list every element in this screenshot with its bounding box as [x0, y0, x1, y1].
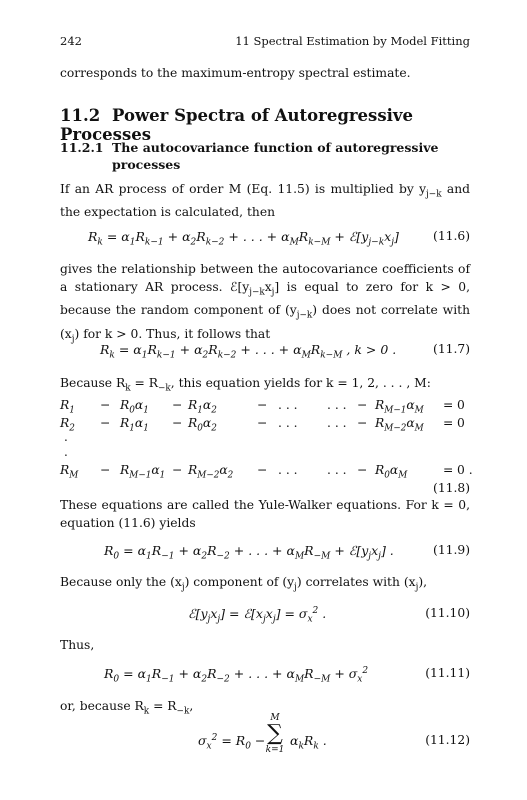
yule-walker-term: 0 — [457, 416, 465, 430]
yule-walker-term: $R_0\alpha_M$ — [375, 463, 408, 481]
paragraph-7: or, because $R_k = R_{-k}$, — [60, 699, 194, 717]
equation-11-11: $R_0 = \alpha_1R_{-1} + \alpha_2R_{-2}$ + . . . + $\alpha_MR_{-M} + \sigma_x^2$ — [104, 666, 369, 685]
yule-walker-term: . . . — [327, 463, 347, 477]
yule-walker-row — [60, 398, 470, 416]
summation-sign — [263, 713, 287, 755]
yule-walker-term: $R_{M-1}\alpha_1$ — [120, 463, 166, 481]
yule-walker-term: = — [443, 463, 454, 477]
yule-walker-term: − — [100, 398, 111, 412]
sigma-icon: ∑ — [267, 721, 283, 746]
equation-11-9: $R_0 = \alpha_1R_{-1} + \alpha_2R_{-2}$ + . . . + $\alpha_MR_{-M}$ + $ℰ[y_jx_j]$ . — [104, 543, 394, 562]
yule-walker-term: $R_0\alpha_1$ — [120, 398, 149, 416]
yule-walker-term: 0 — [457, 398, 465, 412]
equation-number-11-7: (11.7) — [433, 342, 470, 356]
yule-walker-term: − — [257, 398, 268, 412]
paragraph-2: gives the relationship between the autocovariance coefficients of a stationary AR process. $ℰ[y_{j-k}x_j]$ is equal to zero for k > 0, because the random component of $(y_{j-k})$ does not correlate with $(x_j)$ for k > 0. Thus, it follows that — [60, 262, 471, 345]
yule-walker-term: − — [172, 416, 183, 430]
yule-walker-term: − — [257, 463, 268, 477]
yule-walker-term: − — [172, 398, 183, 412]
yule-walker-term: $R_2$ — [60, 416, 75, 434]
yule-walker-term: 0 . — [457, 463, 473, 477]
section-title: Power Spectra of Autoregressive Processes — [60, 106, 413, 144]
equation-number-11-11: (11.11) — [425, 666, 470, 680]
yule-walker-term: − — [257, 416, 268, 430]
yule-walker-row — [60, 463, 473, 481]
yule-walker-term: . . . — [278, 416, 298, 430]
subsection-number: 11.2.1 — [60, 140, 104, 155]
equation-number-11-10: (11.10) — [425, 606, 470, 620]
equation-11-6: $R_k = \alpha_1R_{k-1} + \alpha_2R_{k-2}$ + . . . + $\alpha_MR_{k-M}$ + $ℰ[y_{j-k}x_j]$ — [88, 229, 399, 248]
subsection-title: The autocovariance function of autoregressive processes — [112, 140, 439, 172]
yule-walker-term: − — [100, 416, 111, 430]
vertical-ellipsis-dot: . — [64, 430, 68, 444]
yule-walker-term: . . . — [327, 416, 347, 430]
paragraph-5: Because only the $(x_j)$ component of $(y_j)$ correlates with $(x_j)$, — [60, 575, 428, 593]
equation-11-10: $ℰ[y_jx_j]$ = $ℰ[x_jx_j] = \sigma_x^2$ . — [188, 606, 327, 625]
equation-number-11-6: (11.6) — [433, 229, 470, 243]
yule-walker-term: $R_1\alpha_2$ — [188, 398, 217, 416]
equation-11-7: $R_k = \alpha_1R_{k-1} + \alpha_2R_{k-2}$ + . . . + $\alpha_MR_{k-M}$ , k > 0 . — [100, 342, 397, 361]
yule-walker-term: − — [357, 416, 368, 430]
yule-walker-term: . . . — [278, 463, 298, 477]
book-page — [60, 0, 473, 800]
yule-walker-term: = — [443, 416, 454, 430]
paragraph-6: Thus, — [60, 638, 95, 652]
sum-upper-limit: M — [270, 713, 280, 723]
yule-walker-term: . . . — [278, 398, 298, 412]
sum-lower-limit: k=1 — [265, 745, 285, 755]
yule-walker-term: − — [172, 463, 183, 477]
yule-walker-term: $R_{M-1}\alpha_M$ — [375, 398, 424, 416]
equation-11-12-lhs: $\sigma_x^2 = R_0$ − — [198, 733, 266, 752]
paragraph-4: These equations are called the Yule-Walker equations. For k = 0, equation (11.6) yields — [60, 498, 470, 530]
page-number: 242 — [60, 34, 82, 48]
paragraph-3: Because $R_k = R_{-k}$, this equation yields for k = 1, 2, . . . , M: — [60, 376, 431, 394]
equation-number-11-9: (11.9) — [433, 543, 470, 557]
yule-walker-term: $R_0\alpha_2$ — [188, 416, 217, 434]
yule-walker-term: − — [357, 398, 368, 412]
yule-walker-term: $R_{M-2}\alpha_2$ — [188, 463, 234, 481]
yule-walker-term: . . . — [327, 398, 347, 412]
yule-walker-term: $R_{M-2}\alpha_M$ — [375, 416, 424, 434]
yule-walker-term: $R_M$ — [60, 463, 79, 481]
subsection-heading — [60, 139, 442, 173]
yule-walker-term: $R_1\alpha_1$ — [120, 416, 149, 434]
yule-walker-term: − — [357, 463, 368, 477]
yule-walker-row — [60, 416, 470, 434]
yule-walker-term: = — [443, 398, 454, 412]
equation-number-11-8: (11.8) — [433, 481, 470, 495]
equation-number-11-12: (11.12) — [425, 733, 470, 747]
vertical-ellipsis-dot: . — [64, 445, 68, 459]
yule-walker-term: $R_1$ — [60, 398, 75, 416]
running-title: 11 Spectral Estimation by Model Fitting — [235, 34, 470, 48]
intro-line: corresponds to the maximum-entropy spectral estimate. — [60, 66, 411, 80]
section-number: 11.2 — [60, 106, 101, 125]
yule-walker-term: − — [100, 463, 111, 477]
equation-11-12-rhs: $\alpha_kR_k$ . — [290, 733, 327, 752]
paragraph-1: If an AR process of order M (Eq. 11.5) is multiplied by $y_{j-k}$ and the expectation is calculated, then — [60, 182, 470, 220]
